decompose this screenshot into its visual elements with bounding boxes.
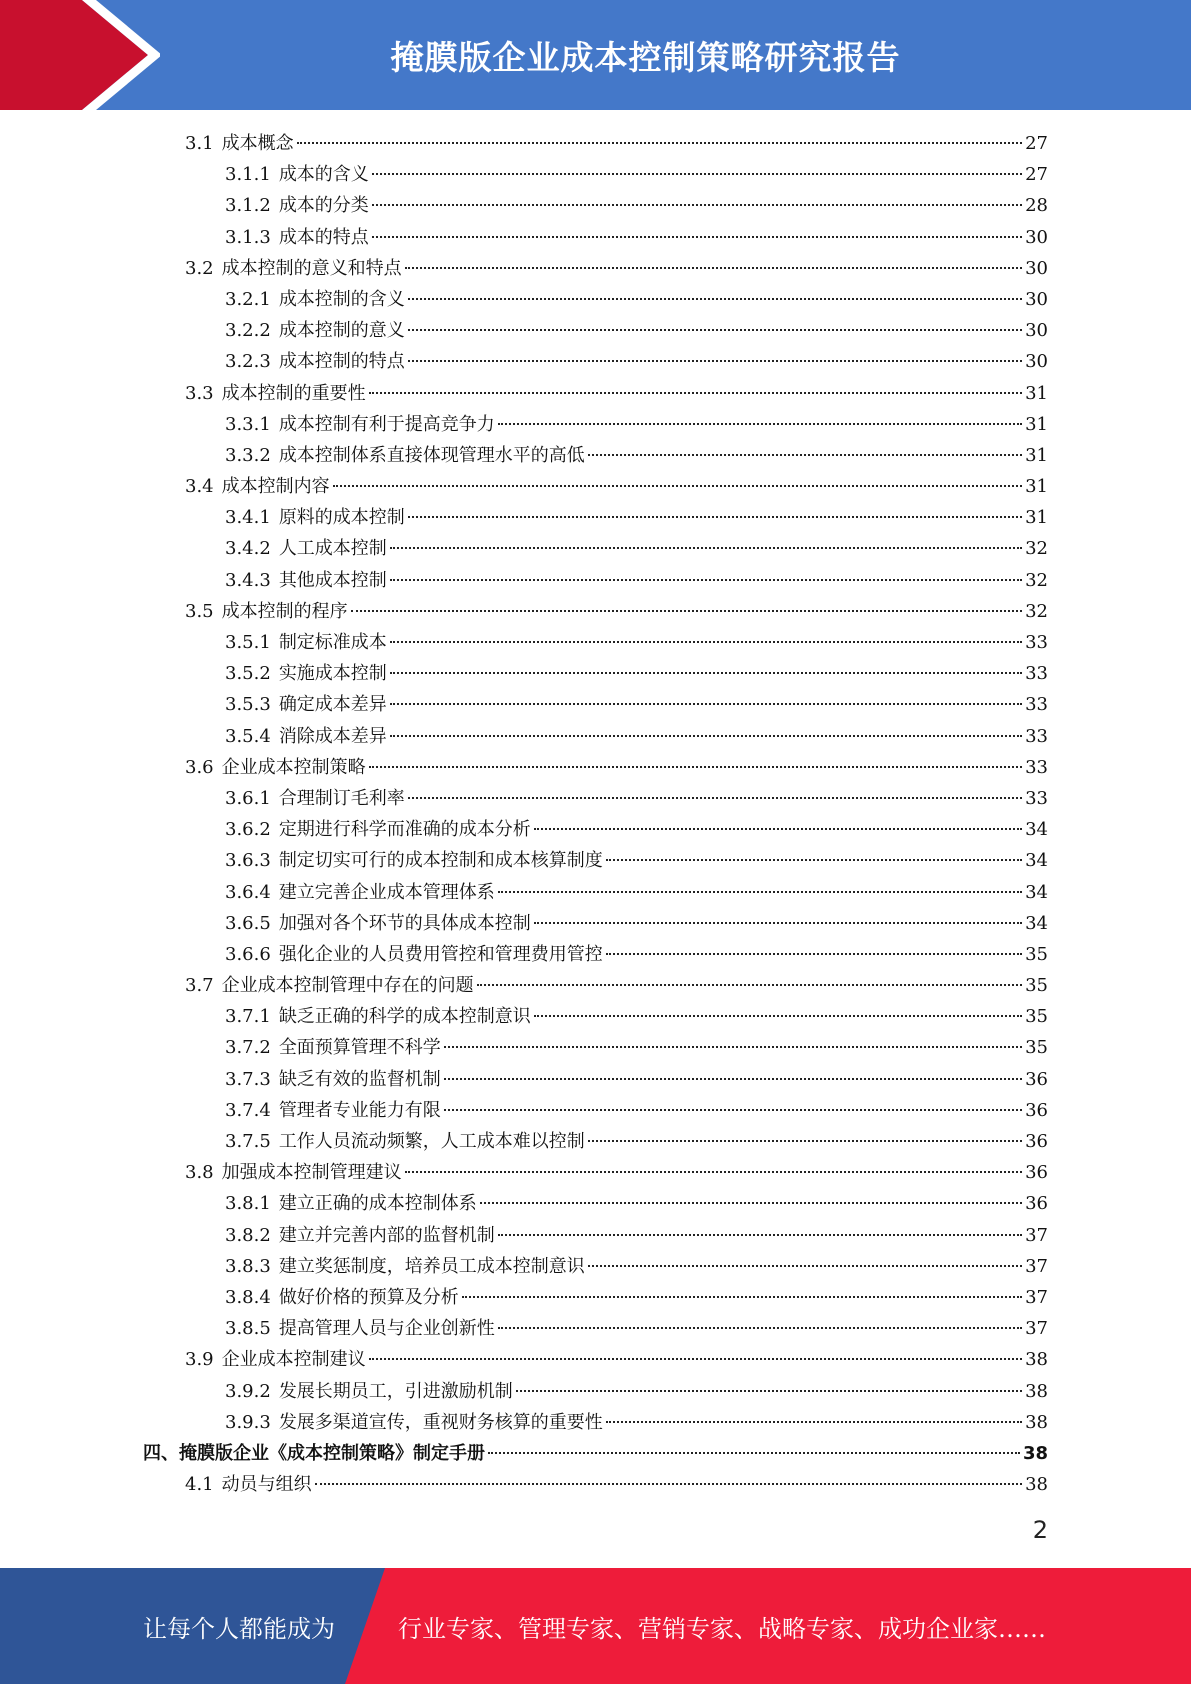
toc-entry-number: 3.1 — [185, 133, 214, 154]
toc-entry-number: 3.8.4 — [225, 1286, 271, 1308]
toc-entry[interactable] — [143, 1313, 1048, 1344]
toc-entry[interactable] — [143, 939, 1048, 970]
toc-entry-title: 成本控制的重要性 — [221, 382, 366, 404]
toc-entry[interactable] — [143, 565, 1048, 596]
toc-entry-number: 3.9 — [185, 1349, 214, 1371]
toc-entry-number: 4.1 — [185, 1474, 214, 1496]
toc-entry-number: 3.7.5 — [225, 1131, 271, 1152]
toc-entry-number: 3.4.2 — [225, 538, 271, 560]
toc-dot-leader — [444, 1046, 1022, 1048]
toc-entry-page: 38 — [1025, 1474, 1048, 1496]
toc-entry-title: 成本的含义 — [278, 164, 369, 186]
toc-entry-page: 35 — [1025, 943, 1048, 965]
toc-entry[interactable] — [143, 284, 1048, 315]
toc-entry-page: 27 — [1025, 133, 1048, 154]
toc-entry-page: 38 — [1022, 1442, 1048, 1464]
toc-dot-leader — [498, 423, 1022, 425]
toc-entry-title: 发展长期员工，引进激励机制 — [278, 1380, 513, 1402]
toc-entry[interactable] — [143, 1032, 1048, 1063]
toc-entry[interactable] — [143, 908, 1048, 939]
toc-entry[interactable] — [143, 440, 1048, 471]
toc-entry-page: 31 — [1025, 382, 1048, 404]
toc-entry[interactable] — [143, 1251, 1048, 1282]
toc-entry-title: 建立奖惩制度，培养员工成本控制意识 — [278, 1255, 585, 1277]
toc-entry[interactable] — [143, 596, 1048, 627]
toc-entry-page: 34 — [1025, 819, 1048, 841]
toc-entry[interactable] — [143, 1188, 1048, 1219]
toc-entry[interactable] — [143, 845, 1048, 876]
toc-entry[interactable] — [143, 378, 1048, 409]
toc-dot-leader — [408, 329, 1022, 331]
toc-dot-leader — [297, 142, 1022, 144]
toc-entry[interactable] — [143, 1282, 1048, 1313]
toc-entry-page: 38 — [1025, 1380, 1048, 1402]
toc-entry[interactable] — [143, 1220, 1048, 1251]
toc-entry-page: 28 — [1025, 195, 1048, 217]
toc-dot-leader — [534, 1015, 1022, 1017]
toc-entry-page: 33 — [1025, 725, 1048, 747]
toc-entry-page: 36 — [1025, 1131, 1048, 1152]
toc-entry-page: 32 — [1025, 600, 1048, 622]
page-header — [0, 0, 1191, 110]
toc-entry-title: 建立完善企业成本管理体系 — [278, 881, 495, 903]
toc-dot-leader — [588, 454, 1022, 456]
toc-entry-page: 31 — [1025, 507, 1048, 529]
toc-dot-leader — [369, 766, 1022, 768]
toc-entry-title: 成本概念 — [221, 133, 294, 154]
toc-entry[interactable] — [143, 1407, 1048, 1438]
toc-entry[interactable] — [143, 1438, 1048, 1469]
toc-dot-leader — [477, 984, 1022, 986]
toc-entry[interactable] — [143, 533, 1048, 564]
toc-entry-page: 30 — [1025, 288, 1048, 310]
toc-entry-title: 消除成本差异 — [278, 725, 387, 747]
toc-entry-number: 3.5 — [185, 600, 214, 622]
toc-entry-page: 32 — [1025, 569, 1048, 591]
toc-entry[interactable] — [143, 658, 1048, 689]
toc-entry-title: 四、掩膜版企业《成本控制策略》制定手册 — [143, 1442, 485, 1464]
toc-entry-page: 27 — [1025, 164, 1048, 186]
toc-entry-number: 3.9.3 — [225, 1411, 271, 1433]
toc-dot-leader — [444, 1109, 1022, 1111]
toc-entry-number: 3.6.5 — [225, 912, 271, 934]
toc-dot-leader — [534, 828, 1022, 830]
toc-entry-page: 35 — [1025, 975, 1048, 997]
toc-dot-leader — [372, 173, 1022, 175]
toc-dot-leader — [405, 1171, 1022, 1173]
toc-entry-number: 3.6.6 — [225, 943, 271, 965]
toc-entry[interactable] — [143, 627, 1048, 658]
report-title: 掩膜版企业成本控制策略研究报告 — [390, 37, 901, 77]
toc-entry-page: 33 — [1025, 632, 1048, 653]
toc-entry-number: 3.6.1 — [225, 787, 271, 809]
toc-entry-number: 3.2 — [185, 257, 214, 279]
toc-dot-leader — [408, 298, 1022, 300]
toc-entry-title: 建立并完善内部的监督机制 — [278, 1224, 495, 1246]
toc-entry-page: 34 — [1025, 850, 1048, 872]
toc-dot-leader — [606, 859, 1022, 861]
toc-entry-number: 3.7.3 — [225, 1068, 271, 1090]
toc-entry-page: 30 — [1025, 257, 1048, 279]
toc-entry-page: 33 — [1025, 694, 1048, 716]
toc-dot-leader — [372, 204, 1022, 206]
toc-entry[interactable] — [143, 1095, 1048, 1126]
toc-dot-leader — [498, 1327, 1022, 1329]
toc-entry[interactable] — [143, 783, 1048, 814]
toc-entry-page: 30 — [1025, 226, 1048, 248]
toc-entry-number: 3.5.1 — [225, 632, 271, 653]
toc-entry-number: 3.5.4 — [225, 725, 271, 747]
toc-entry[interactable] — [143, 222, 1048, 253]
toc-entry-number: 3.8.1 — [225, 1193, 271, 1215]
toc-entry-page: 37 — [1025, 1255, 1048, 1277]
toc-entry-title: 缺乏有效的监督机制 — [278, 1068, 441, 1090]
toc-entry-title: 管理者专业能力有限 — [278, 1099, 441, 1121]
toc-dot-leader — [516, 1390, 1022, 1392]
toc-entry[interactable] — [143, 752, 1048, 783]
toc-entry-title: 强化企业的人员费用管控和管理费用管控 — [278, 943, 603, 965]
toc-dot-leader — [390, 579, 1022, 581]
toc-entry-number: 3.3.2 — [225, 444, 271, 466]
toc-entry-title: 缺乏正确的科学的成本控制意识 — [278, 1006, 531, 1028]
toc-dot-leader — [498, 1234, 1022, 1236]
footer-slogan-left: 让每个人都能成为 — [143, 1614, 335, 1643]
toc-entry-title: 成本控制体系直接体现管理水平的高低 — [278, 444, 585, 466]
toc-dot-leader — [351, 610, 1022, 612]
toc-entry-number: 3.3.1 — [225, 413, 271, 435]
toc-entry[interactable] — [143, 128, 1048, 159]
toc-dot-leader — [606, 1421, 1022, 1423]
toc-entry-title: 建立正确的成本控制体系 — [278, 1193, 477, 1215]
toc-entry-title: 发展多渠道宣传，重视财务核算的重要性 — [278, 1411, 603, 1433]
toc-entry[interactable] — [143, 253, 1048, 284]
toc-entry-number: 3.4.3 — [225, 569, 271, 591]
toc-dot-leader — [333, 485, 1022, 487]
toc-entry[interactable] — [143, 190, 1048, 221]
toc-entry-number: 3.2.1 — [225, 288, 271, 310]
toc-entry-page: 36 — [1025, 1068, 1048, 1090]
toc-entry-title: 成本控制的意义 — [278, 320, 405, 342]
page-footer — [0, 1568, 1191, 1684]
toc-entry-title: 定期进行科学而准确的成本分析 — [278, 819, 531, 841]
toc-entry-page: 34 — [1025, 912, 1048, 934]
toc-entry[interactable] — [143, 1064, 1048, 1095]
toc-entry-number: 3.8.3 — [225, 1255, 271, 1277]
toc-entry[interactable] — [143, 471, 1048, 502]
toc-entry-title: 工作人员流动频繁，人工成本难以控制 — [278, 1131, 585, 1152]
toc-entry[interactable] — [143, 689, 1048, 720]
toc-entry-title: 人工成本控制 — [278, 538, 387, 560]
toc-dot-leader — [408, 797, 1022, 799]
toc-entry-number: 3.7.2 — [225, 1037, 271, 1059]
toc-dot-leader — [315, 1483, 1022, 1485]
toc-entry-number: 3.1.1 — [225, 164, 271, 186]
toc-entry[interactable] — [143, 1344, 1048, 1375]
toc-entry-page: 38 — [1025, 1349, 1048, 1371]
header-red-arrow-decoration — [0, 0, 160, 110]
toc-entry-number: 3.8 — [185, 1162, 214, 1184]
toc-entry-number: 3.5.3 — [225, 694, 271, 716]
toc-entry-page: 31 — [1025, 476, 1048, 498]
toc-entry-number: 3.7.4 — [225, 1099, 271, 1121]
table-of-contents — [143, 128, 1048, 1500]
toc-dot-leader — [498, 891, 1022, 893]
toc-entry-title: 成本控制的特点 — [278, 351, 405, 373]
toc-entry-page: 36 — [1025, 1193, 1048, 1215]
toc-entry[interactable] — [143, 1376, 1048, 1407]
toc-dot-leader — [390, 672, 1022, 674]
toc-entry-title: 全面预算管理不科学 — [278, 1037, 441, 1059]
toc-dot-leader — [462, 1296, 1022, 1298]
toc-dot-leader — [372, 236, 1022, 238]
toc-entry[interactable] — [143, 1469, 1048, 1500]
toc-entry-page: 37 — [1025, 1286, 1048, 1308]
toc-entry-title: 成本控制有利于提高竞争力 — [278, 413, 495, 435]
toc-entry-title: 动员与组织 — [221, 1474, 312, 1496]
toc-dot-leader — [606, 953, 1022, 955]
toc-entry[interactable] — [143, 814, 1048, 845]
toc-entry-number: 3.8.2 — [225, 1224, 271, 1246]
toc-dot-leader — [408, 360, 1022, 362]
toc-entry-number: 3.3 — [185, 382, 214, 404]
toc-dot-leader — [444, 1078, 1022, 1080]
toc-entry-title: 实施成本控制 — [278, 663, 387, 685]
toc-entry-page: 32 — [1025, 538, 1048, 560]
toc-dot-leader — [369, 1358, 1022, 1360]
toc-entry-title: 原料的成本控制 — [278, 507, 405, 529]
toc-entry-page: 31 — [1025, 444, 1048, 466]
toc-entry-title: 成本控制的含义 — [278, 288, 405, 310]
toc-entry-title: 其他成本控制 — [278, 569, 387, 591]
toc-entry-title: 加强对各个环节的具体成本控制 — [278, 912, 531, 934]
toc-dot-leader — [408, 516, 1022, 518]
toc-entry-title: 做好价格的预算及分析 — [278, 1286, 459, 1308]
toc-entry-page: 30 — [1025, 320, 1048, 342]
toc-entry-page: 34 — [1025, 881, 1048, 903]
toc-dot-leader — [390, 641, 1022, 643]
toc-entry-number: 3.1.2 — [225, 195, 271, 217]
toc-entry-page: 30 — [1025, 351, 1048, 373]
toc-entry-number: 3.2.3 — [225, 351, 271, 373]
toc-entry-title: 企业成本控制管理中存在的问题 — [221, 975, 474, 997]
toc-entry-title: 提高管理人员与企业创新性 — [278, 1318, 495, 1340]
toc-entry-number: 3.6.4 — [225, 881, 271, 903]
toc-entry[interactable] — [143, 1126, 1048, 1157]
toc-entry-number: 3.2.2 — [225, 320, 271, 342]
toc-entry-page: 35 — [1025, 1006, 1048, 1028]
toc-dot-leader — [405, 267, 1022, 269]
toc-dot-leader — [369, 392, 1022, 394]
toc-entry-page: 36 — [1025, 1162, 1048, 1184]
toc-entry-number: 3.1.3 — [225, 226, 271, 248]
toc-dot-leader — [480, 1202, 1022, 1204]
toc-entry-page: 33 — [1025, 756, 1048, 778]
toc-entry-title: 成本控制的意义和特点 — [221, 257, 402, 279]
toc-entry-title: 成本的特点 — [278, 226, 369, 248]
toc-dot-leader — [390, 547, 1022, 549]
toc-dot-leader — [488, 1452, 1020, 1454]
toc-entry-page: 38 — [1025, 1411, 1048, 1433]
toc-entry-title: 成本的分类 — [278, 195, 369, 217]
toc-entry-title: 成本控制的程序 — [221, 600, 348, 622]
toc-dot-leader — [390, 703, 1022, 705]
toc-entry-number: 3.5.2 — [225, 663, 271, 685]
toc-dot-leader — [588, 1265, 1022, 1267]
toc-entry[interactable] — [143, 1157, 1048, 1188]
toc-entry-title: 制定标准成本 — [278, 632, 387, 653]
toc-entry[interactable] — [143, 315, 1048, 346]
toc-entry-page: 33 — [1025, 663, 1048, 685]
toc-entry[interactable] — [143, 1001, 1048, 1032]
toc-entry[interactable] — [143, 721, 1048, 752]
toc-dot-leader — [588, 1140, 1022, 1142]
toc-entry-page: 33 — [1025, 787, 1048, 809]
toc-entry[interactable] — [143, 346, 1048, 377]
toc-entry-title: 制定切实可行的成本控制和成本核算制度 — [278, 850, 603, 872]
toc-entry-number: 3.6.3 — [225, 850, 271, 872]
toc-entry[interactable] — [143, 159, 1048, 190]
toc-entry[interactable] — [143, 970, 1048, 1001]
toc-entry-number: 3.9.2 — [225, 1380, 271, 1402]
toc-entry-number: 3.8.5 — [225, 1318, 271, 1340]
toc-entry-number: 3.6 — [185, 756, 214, 778]
toc-entry[interactable] — [143, 502, 1048, 533]
toc-entry-page: 37 — [1025, 1318, 1048, 1340]
toc-entry-page: 36 — [1025, 1099, 1048, 1121]
toc-entry-number: 3.4 — [185, 476, 214, 498]
toc-entry-page: 31 — [1025, 413, 1048, 435]
toc-entry-title: 加强成本控制管理建议 — [221, 1162, 402, 1184]
toc-dot-leader — [390, 735, 1022, 737]
toc-entry-number: 3.4.1 — [225, 507, 271, 529]
toc-dot-leader — [534, 922, 1022, 924]
toc-entry-number: 3.6.2 — [225, 819, 271, 841]
page-number: 2 — [1032, 1516, 1048, 1544]
toc-entry-number: 3.7.1 — [225, 1006, 271, 1028]
toc-entry[interactable] — [143, 409, 1048, 440]
toc-entry-title: 合理制订毛利率 — [278, 787, 405, 809]
toc-entry-title: 确定成本差异 — [278, 694, 387, 716]
toc-entry-title: 成本控制内容 — [221, 476, 330, 498]
toc-entry-title: 企业成本控制策略 — [221, 756, 366, 778]
toc-entry-page: 35 — [1025, 1037, 1048, 1059]
toc-entry[interactable] — [143, 877, 1048, 908]
toc-entry-page: 37 — [1025, 1224, 1048, 1246]
toc-entry-number: 3.7 — [185, 975, 214, 997]
footer-slogan-right: 行业专家、管理专家、营销专家、战略专家、成功企业家…… — [398, 1614, 1046, 1643]
toc-entry-title: 企业成本控制建议 — [221, 1349, 366, 1371]
